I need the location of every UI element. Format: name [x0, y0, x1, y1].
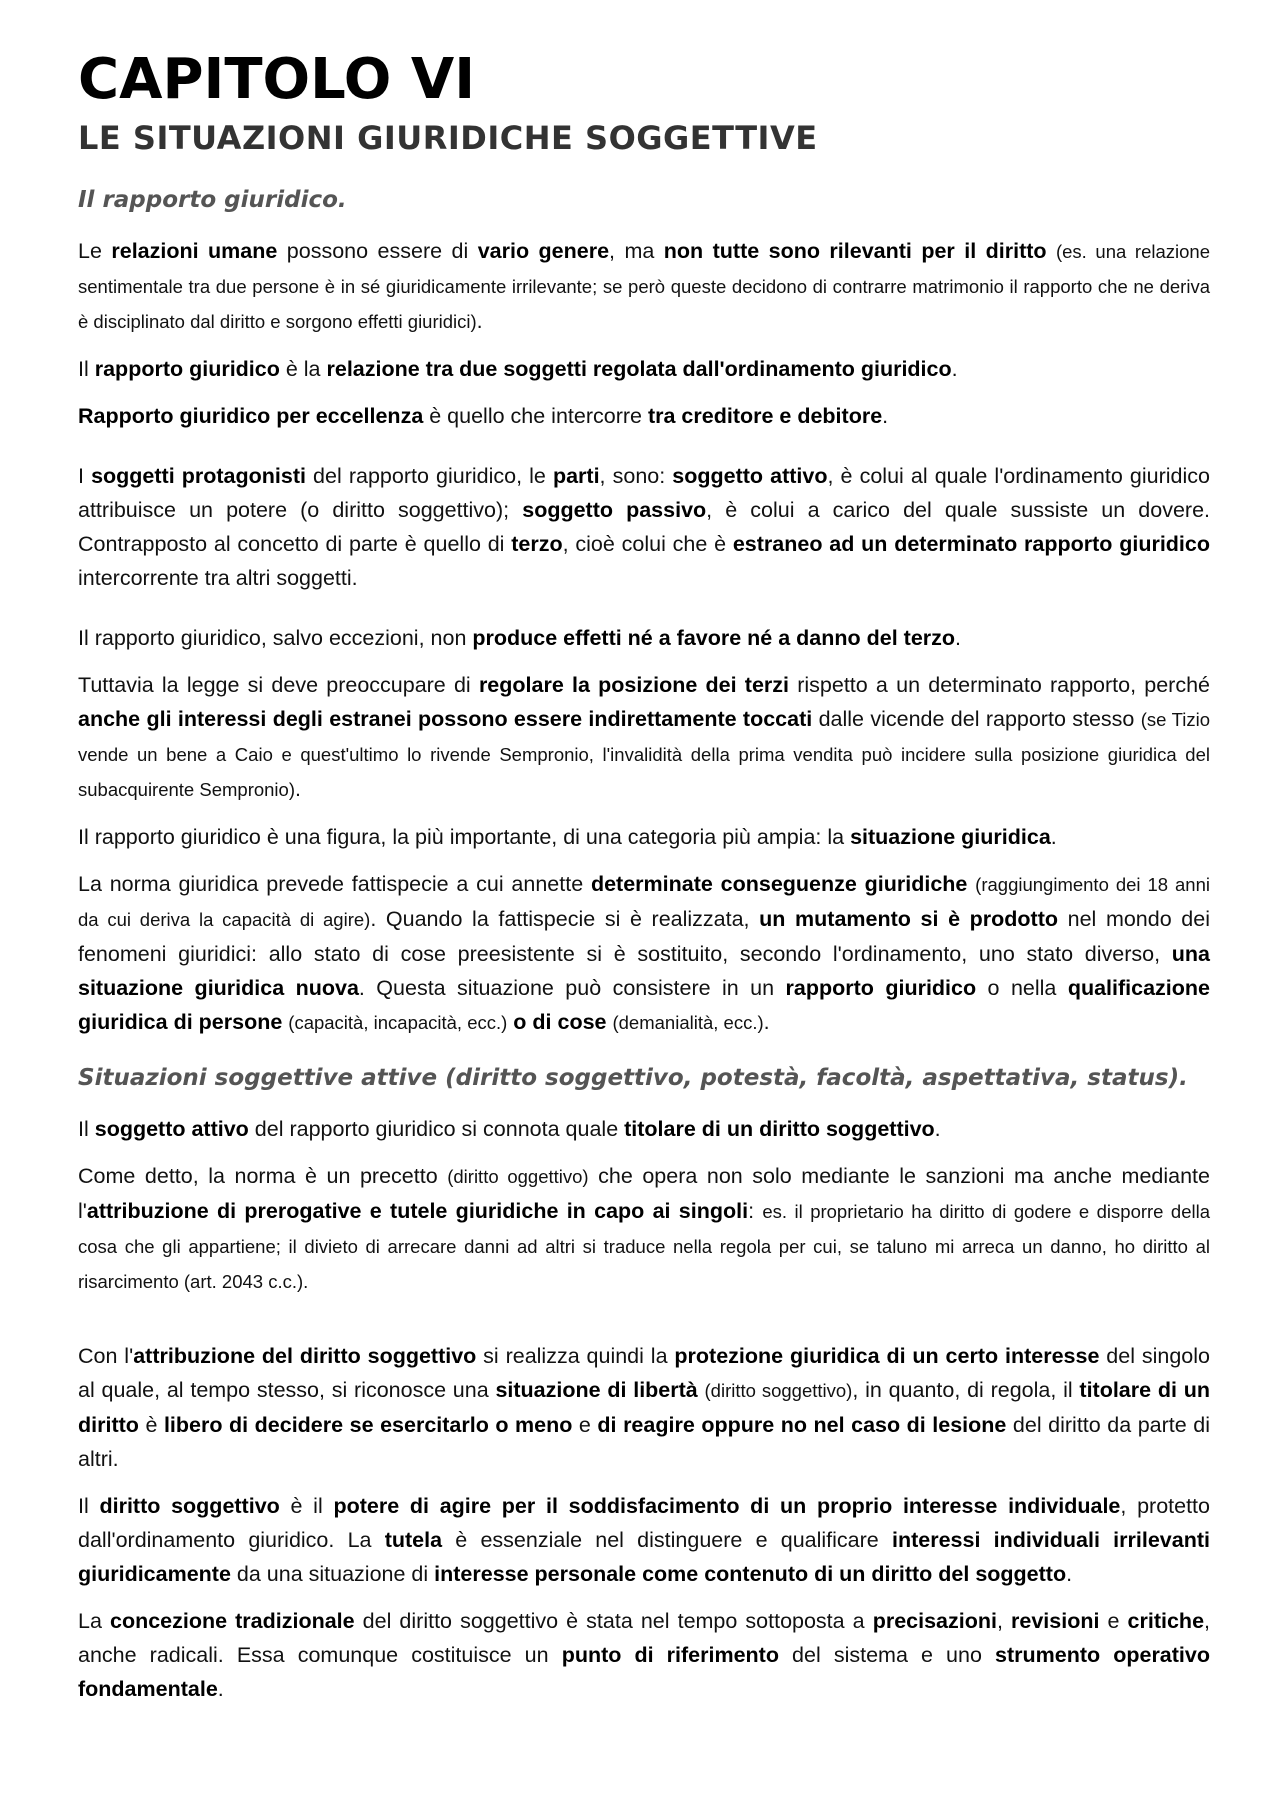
section-heading-situazioni-attive: Situazioni soggettive attive (diritto soggettivo, potestà, facoltà, aspettativa, status). — [78, 1065, 1188, 1091]
paragraph: Rapporto giuridico per eccellenza è quello che intercorre tra creditore e debitore. — [78, 404, 889, 428]
paragraph: Le relazioni umane possono essere di vario genere, ma non tutte sono rilevanti per il diritto (es. una relazione sentimentale tra due persone è in sé giuridicamente irrilevante; se però queste decidono di contrarre matrimonio il rapporto che ne deriva è disciplinato dal diritto e sorgono effetti giuridici). — [78, 239, 1210, 333]
chapter-title: CAPITOLO VI — [78, 47, 476, 112]
chapter-subtitle: LE SITUAZIONI GIURIDICHE SOGGETTIVE — [78, 119, 818, 157]
paragraph: I soggetti protagonisti del rapporto giuridico, le parti, sono: soggetto attivo, è colui al quale l'ordinamento giuridico attribuisce un potere (o diritto soggettivo); soggetto passivo, è colui a carico del quale sussiste un dovere. Contrapposto al concetto di parte è quello di terzo, cioè colui che è estraneo ad un determinato rapporto giuridico intercorrente tra altri soggetti. — [78, 464, 1211, 590]
paragraph: Il rapporto giuridico è una figura, la più importante, di una categoria più ampia: la situazione giuridica. — [78, 825, 1057, 849]
paragraph: La norma giuridica prevede fattispecie a cui annette determinate conseguenze giuridiche (raggiungimento dei 18 anni da cui deriva la capacità di agire). Quando la fattispecie si è realizzata, un mutamento si è prodotto nel mondo dei fenomeni giuridici: allo stato di cose preesistente si è sostituito, secondo l'ordinamento, uno stato diverso, una situazione giuridica nuova. Questa situazione può consistere in un rapporto giuridico o nella qualificazione giuridica di persone (capacità, incapacità, ecc.) o di cose (demanialità, ecc.). — [78, 872, 1210, 1034]
paragraph: Il rapporto giuridico è la relazione tra due soggetti regolata dall'ordinamento giuridico. — [78, 357, 958, 381]
paragraph: Il soggetto attivo del rapporto giuridico si connota quale titolare di un diritto soggettivo. — [78, 1117, 941, 1141]
paragraph: Come detto, la norma è un precetto (diritto oggettivo) che opera non solo mediante le sanzioni ma anche mediante l'attribuzione di prerogative e tutele giuridiche in capo ai singoli: es. il proprietario ha diritto di godere e disporre della cosa che gli appartiene; il divieto di arrecare danni ad altri si traduce nella regola per cui, se taluno mi arreca un danno, ho diritto al risarcimento (art. 2043 c.c.). — [78, 1164, 1211, 1292]
section-heading-rapporto-giuridico: Il rapporto giuridico. — [78, 187, 347, 213]
paragraph: Tuttavia la legge si deve preoccupare di regolare la posizione dei terzi rispetto a un determinato rapporto, perché anche gli interessi degli estranei possono essere indirettamente toccati dalle vicende del rapporto stesso (se Tizio vende un bene a Caio e quest'ultimo lo rivende Sempronio, l'invalidità della prima vendita può incidere sulla posizione giuridica del subacquirente Sempronio). — [78, 673, 1210, 801]
paragraph: La concezione tradizionale del diritto soggettivo è stata nel tempo sottoposta a precisazioni, revisioni e critiche, anche radicali. Essa comunque costituisce un punto di riferimento del sistema e uno strumento operativo fondamentale. — [78, 1609, 1211, 1701]
paragraph: Il rapporto giuridico, salvo eccezioni, non produce effetti né a favore né a danno del terzo. — [78, 626, 962, 650]
paragraph: Con l'attribuzione del diritto soggettivo si realizza quindi la protezione giuridica di un certo interesse del singolo al quale, al tempo stesso, si riconosce una situazione di libertà (diritto soggettivo), in quanto, di regola, il titolare di un diritto è libero di decidere se esercitarlo o meno e di reagire oppure no nel caso di lesione del diritto da parte di altri. — [78, 1344, 1211, 1471]
document-page — [78, 48, 1210, 1719]
paragraph: Il diritto soggettivo è il potere di agire per il soddisfacimento di un proprio interesse individuale, protetto dall'ordinamento giuridico. La tutela è essenziale nel distinguere e qualificare interessi individuali irrilevanti giuridicamente da una situazione di interesse personale come contenuto di un diritto del soggetto. — [78, 1494, 1210, 1586]
